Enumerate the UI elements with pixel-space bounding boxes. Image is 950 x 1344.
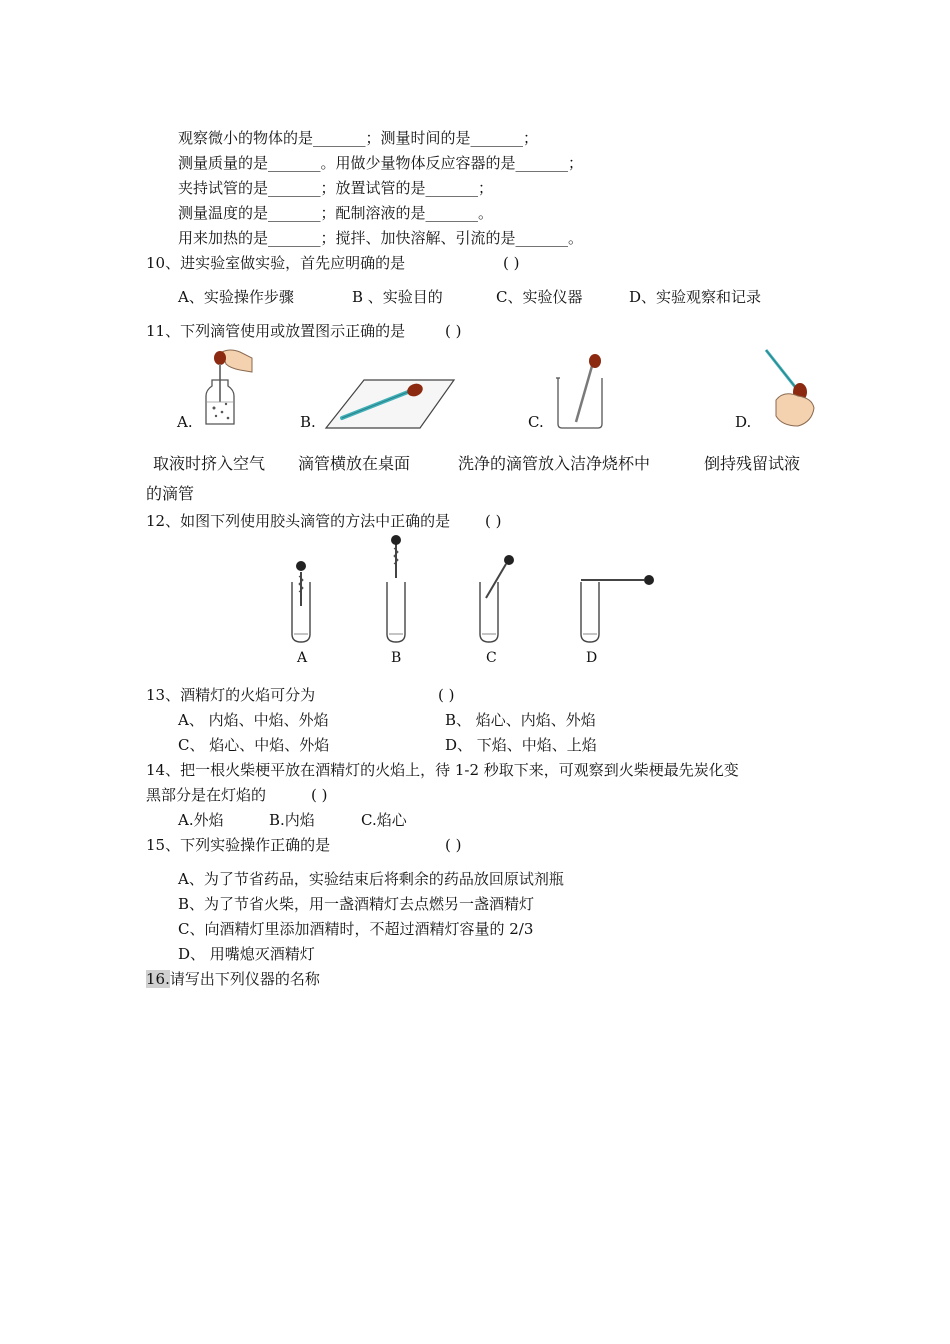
q11-caption-a: 取液时挤入空气 (153, 454, 266, 473)
q11-caption-b: 滴管横放在桌面 (298, 454, 411, 473)
q10-answer-paren: ( ) (503, 254, 520, 272)
q11-figure-d-inverted-dropper (762, 346, 818, 430)
q11-figure-b-table-dropper (324, 378, 456, 430)
q12-label-c: C (486, 650, 497, 666)
q12-tube-d (581, 575, 654, 642)
q11-label-a: A. (177, 413, 193, 431)
q13-stem: 13、酒精灯的火焰可分为 (146, 686, 316, 704)
q12-tube-c (480, 555, 514, 642)
q16-heading (146, 969, 320, 989)
q13-option-a: A、 内焰、中焰、外焰 (178, 711, 329, 729)
q9-line-3: 夹持试管的是_______；放置试管的是_______； (178, 179, 494, 197)
q11-answer-paren: ( ) (445, 322, 462, 340)
q14-stem-line-1: 14、把一根火柴梗平放在酒精灯的火焰上，待 1-2 秒取下来，可观察到火柴梗最先炭化变 (146, 761, 739, 779)
q9-line-4: 测量温度的是_______；配制溶液的是_______。 (178, 204, 494, 222)
q14-stem-line-2: 黑部分是在灯焰的 (146, 786, 267, 804)
q13-option-c: C、 焰心、中焰、外焰 (178, 736, 330, 754)
q10-option-b: B 、实验目的 (352, 288, 443, 306)
q13-option-d: D、 下焰、中焰、上焰 (445, 736, 597, 754)
q10-option-c: C、实验仪器 (496, 288, 583, 306)
q10-option-d: D、实验观察和记录 (629, 288, 762, 306)
q11-caption-d-continued: 的滴管 (146, 484, 195, 503)
q11-figure-a-bottle-dropper (196, 346, 256, 430)
q11-stem: 11、下列滴管使用或放置图示正确的是 (146, 322, 406, 340)
q16-number: 16. (146, 970, 170, 988)
q11-label-b: B. (300, 413, 316, 431)
q14-option-a: A.外焰 (178, 811, 224, 829)
q12-figure-test-tubes (270, 534, 670, 670)
q12-tube-b (387, 535, 405, 642)
q14-answer-paren: ( ) (311, 786, 328, 804)
q15-stem: 15、下列实验操作正确的是 (146, 836, 331, 854)
q10-option-a: A、实验操作步骤 (178, 288, 294, 306)
q12-label-b: B (391, 650, 402, 666)
q11-caption-d: 倒持残留试液 (704, 454, 801, 473)
q15-option-a: A、为了节省药品，实验结束后将剩余的药品放回原试剂瓶 (178, 870, 564, 888)
q13-option-b: B、 焰心、内焰、外焰 (445, 711, 596, 729)
q11-figure-c-beaker-dropper (552, 352, 612, 430)
q9-line-5: 用来加热的是_______；搅拌、加快溶解、引流的是_______。 (178, 229, 584, 247)
q16-stem: 请写出下列仪器的名称 (169, 970, 320, 988)
q15-answer-paren: ( ) (445, 836, 462, 854)
q12-label-a: A (297, 650, 308, 666)
q15-option-c: C、向酒精灯里添加酒精时，不超过酒精灯容量的 2/3 (178, 920, 534, 938)
q12-label-d: D (586, 650, 598, 666)
q12-answer-paren: ( ) (485, 512, 502, 530)
q11-caption-c: 洗净的滴管放入洁净烧杯中 (458, 454, 651, 473)
q12-tube-a (292, 561, 310, 642)
q15-option-b: B、为了节省火柴，用一盏酒精灯去点燃另一盏酒精灯 (178, 895, 535, 913)
q12-stem: 12、如图下列使用胶头滴管的方法中正确的是 (146, 512, 451, 530)
q9-line-2: 测量质量的是_______。用做少量物体反应容器的是_______； (178, 154, 584, 172)
q14-option-c: C.焰心 (361, 811, 407, 829)
q14-option-b: B.内焰 (269, 811, 315, 829)
q15-option-d: D、 用嘴熄灭酒精灯 (178, 945, 315, 963)
q9-line-1: 观察微小的物体的是_______；测量时间的是_______； (178, 129, 539, 147)
q11-label-d: D. (735, 413, 752, 431)
q13-answer-paren: ( ) (438, 686, 455, 704)
q10-stem: 10、进实验室做实验，首先应明确的是 (146, 254, 406, 272)
q11-label-c: C. (528, 413, 544, 431)
